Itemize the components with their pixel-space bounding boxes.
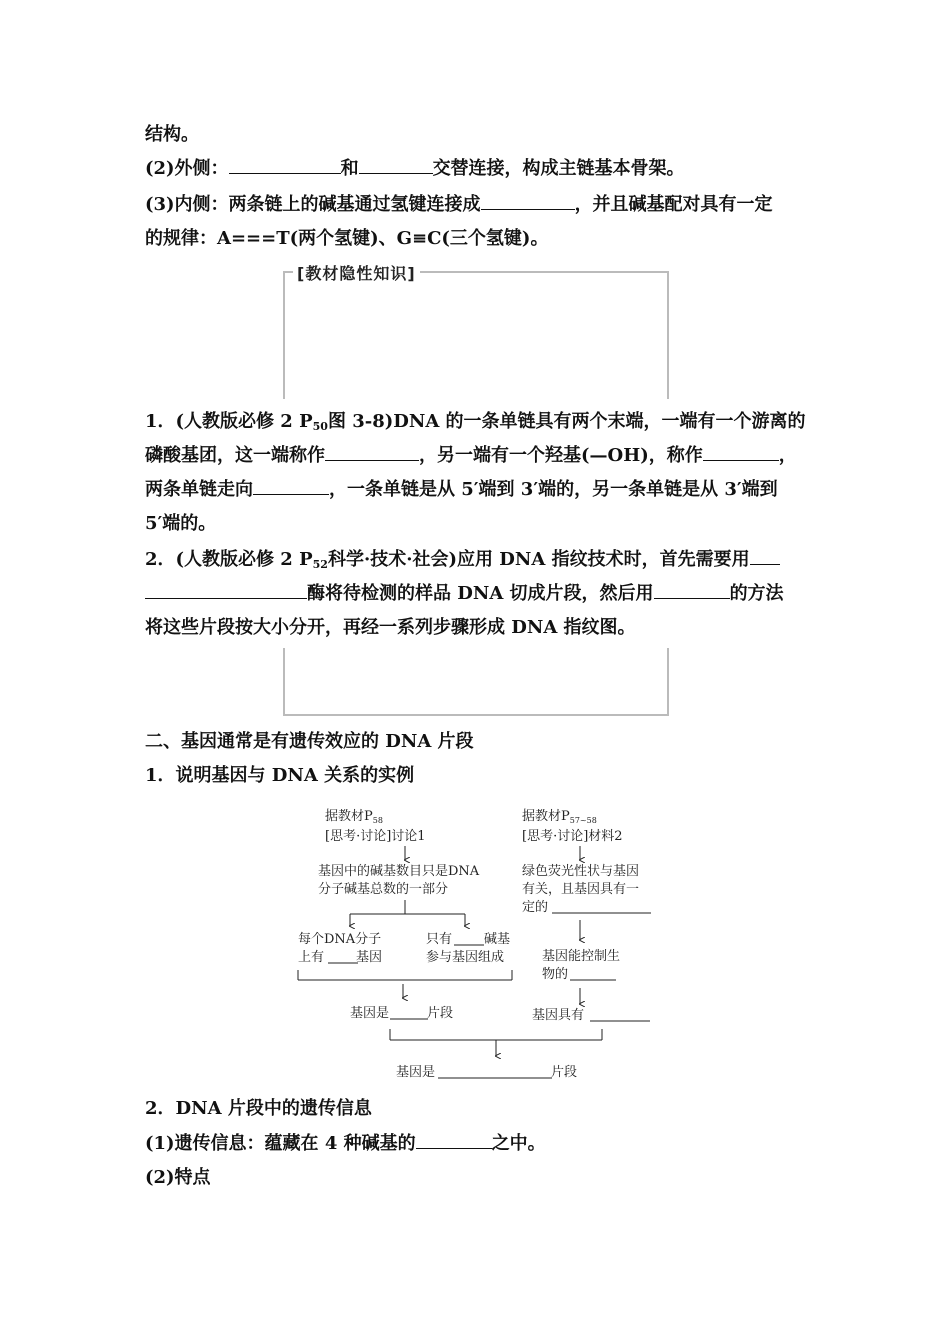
fill-blank[interactable] [654, 582, 730, 599]
question-2: 2．(人教版必修 2 $P_{52}$科学·技术·社会)应用 DNA 指纹技术时，首先需要用 [145, 548, 780, 577]
right-fact-line: 绿色荧光性状与基因 [522, 864, 640, 879]
final-gene-node: 基因是 片段 [396, 1065, 578, 1080]
right-fact-line: 定的 [522, 900, 549, 915]
left-left-node: 每个DNA分子 [298, 932, 382, 947]
left-right-node: 参与基因组成 [426, 950, 505, 965]
fill-blank[interactable] [481, 193, 575, 210]
gene-dna-relationship-diagram [290, 800, 660, 1085]
question-1: 1．(人教版必修 2 $P_{50}$图 3-8)DNA 的一条单链具有两个末端，一端有一个游离的 [145, 411, 806, 433]
right-control-node: 物的 [542, 967, 569, 982]
text-line: (2)外侧： 和 交替连接，构成主链基本骨架。 [145, 158, 685, 179]
knowledge-box-frame [283, 271, 669, 399]
text-line: 酶将待检测的样品 DNA 切成片段，然后用 的方法 [145, 582, 784, 606]
fill-blank[interactable] [325, 444, 419, 461]
text-line: 磷酸基团，这一端称作 ，另一端有一个羟基(—OH)，称作 ， [145, 445, 797, 466]
subsection-title: 1．说明基因与 DNA 关系的实例 [145, 765, 415, 786]
fill-blank[interactable] [253, 478, 329, 495]
gene-has-node: 基因具有 [532, 1008, 585, 1023]
text-line: (2)特点 [145, 1167, 211, 1188]
fill-blank[interactable] [416, 1132, 492, 1149]
knowledge-box-title: [教材隐性知识] [293, 261, 420, 284]
fill-blank[interactable] [703, 444, 779, 461]
left-left-node: 上有 基因 [298, 950, 383, 965]
text-line: 两条单链走向 ，一条单链是从 5′端到 3′端的，另一条单链是从 3′端到 [145, 479, 778, 500]
left-source-label: 据教材$P_{58}$ [325, 809, 383, 825]
text-line: 5′端的。 [145, 513, 217, 534]
text-line: (3)内侧：两条链上的碱基通过氢键连接成 ，并且碱基配对具有一定 [145, 194, 773, 215]
left-source-label-2: [思考·讨论]讨论1 [325, 829, 426, 844]
fill-blank[interactable] [750, 548, 780, 565]
left-fact-line: 基因中的碱基数目只是DNA [318, 864, 480, 879]
subsection-title: 2．DNA 片段中的遗传信息 [145, 1098, 372, 1119]
text-line: 的规律：A===T(两个氢键)、G≡C(三个氢键)。 [145, 228, 549, 249]
left-fact-line: 分子碱基总数的一部分 [318, 882, 449, 897]
right-source-label-2: [思考·讨论]材料2 [522, 829, 623, 844]
right-source-label: 据教材$P_{57\sim 58}$ [522, 809, 597, 825]
fill-blank[interactable] [229, 157, 341, 174]
text-line: 将这些片段按大小分开，再经一系列步骤形成 DNA 指纹图。 [145, 617, 636, 638]
text-line: (1)遗传信息：蕴藏在 4 种碱基的 之中。 [145, 1133, 546, 1154]
text-line: 结构。 [145, 124, 199, 145]
fill-blank[interactable] [359, 157, 433, 174]
knowledge-box-bottom-frame [283, 648, 669, 716]
fill-blank[interactable] [145, 582, 307, 599]
right-control-node: 基因能控制生 [542, 949, 621, 964]
left-right-node: 只有 碱基 [426, 932, 511, 947]
right-fact-line: 有关，且基因具有一 [522, 882, 640, 897]
gene-is-node: 基因是 片段 [350, 1006, 454, 1021]
section-title: 二、基因通常是有遗传效应的 DNA 片段 [145, 731, 474, 752]
